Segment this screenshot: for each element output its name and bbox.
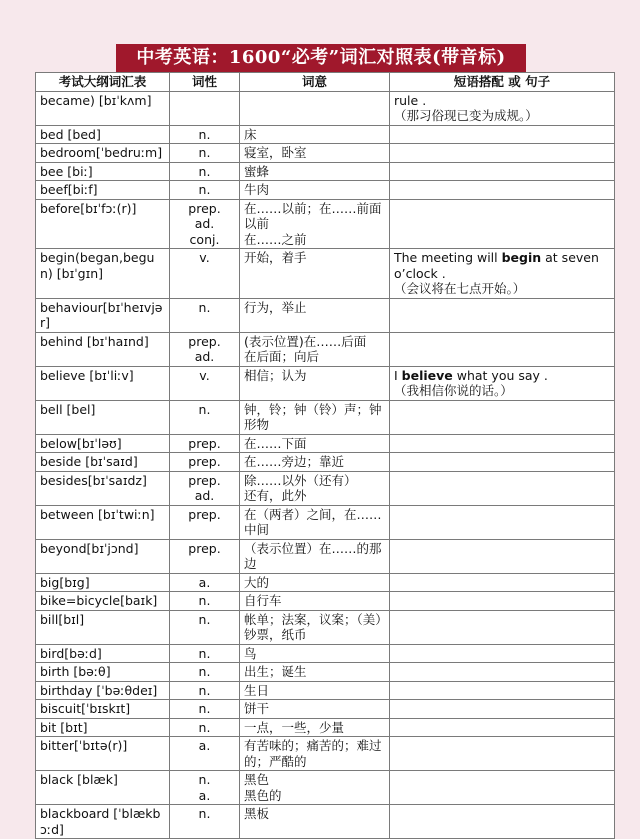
phrase-cell — [390, 737, 615, 771]
table-row — [36, 181, 615, 200]
table-row — [36, 771, 615, 805]
table-row — [36, 162, 615, 181]
table-row — [36, 681, 615, 700]
pos-cell: v. — [170, 249, 240, 299]
phrase-cell — [390, 162, 615, 181]
meaning-cell: 一点，一些，少量 — [240, 718, 390, 737]
meaning-cell: 在……下面 — [240, 434, 390, 453]
meaning-cell: (表示位置)在……后面 在后面；向后 — [240, 332, 390, 366]
word-cell: bell [bel] — [36, 400, 170, 434]
table-row — [36, 125, 615, 144]
table-row — [36, 644, 615, 663]
phrase-cell — [390, 663, 615, 682]
meaning-cell — [240, 91, 390, 125]
table-row — [36, 718, 615, 737]
phrase-cell — [390, 644, 615, 663]
pos-cell: a. — [170, 573, 240, 592]
pos-cell: prep. — [170, 539, 240, 573]
word-cell: biscuit[ˈbɪskɪt] — [36, 700, 170, 719]
pos-cell: prep. ad. — [170, 471, 240, 505]
meaning-cell: 床 — [240, 125, 390, 144]
header-meaning: 词意 — [240, 73, 390, 92]
table-row — [36, 199, 615, 249]
pos-cell: n. — [170, 610, 240, 644]
pos-cell: n. — [170, 400, 240, 434]
pos-cell: prep. ad. conj. — [170, 199, 240, 249]
pos-cell: n. — [170, 125, 240, 144]
table-row — [36, 453, 615, 472]
phrase-cell — [390, 453, 615, 472]
pos-cell: v. — [170, 366, 240, 400]
table-row — [36, 298, 615, 332]
table-header-row — [36, 73, 615, 92]
pos-cell: a. — [170, 737, 240, 771]
phrase-cell — [390, 771, 615, 805]
word-cell: bedroom[ˈbedruːm] — [36, 144, 170, 163]
meaning-cell: 开始，着手 — [240, 249, 390, 299]
table-row — [36, 366, 615, 400]
page-title: 中考英语：1600“必考”词汇对照表(带音标) — [116, 44, 526, 72]
table-row — [36, 144, 615, 163]
phrase-cell — [390, 505, 615, 539]
word-cell: between [bɪˈtwiːn] — [36, 505, 170, 539]
pos-cell: prep. — [170, 505, 240, 539]
meaning-cell: 在（两者）之间，在……中间 — [240, 505, 390, 539]
meaning-cell: 相信；认为 — [240, 366, 390, 400]
meaning-cell: 除……以外（还有） 还有，此外 — [240, 471, 390, 505]
word-cell: birth [bəːθ] — [36, 663, 170, 682]
vocabulary-table — [35, 72, 615, 839]
table-row — [36, 434, 615, 453]
table-row — [36, 471, 615, 505]
meaning-cell: 黑色 黑色的 — [240, 771, 390, 805]
word-cell: beef[biːf] — [36, 181, 170, 200]
phrase-cell — [390, 718, 615, 737]
meaning-cell: 生日 — [240, 681, 390, 700]
pos-cell: n. — [170, 181, 240, 200]
meaning-cell: 蜜蜂 — [240, 162, 390, 181]
meaning-cell: （表示位置）在……的那边 — [240, 539, 390, 573]
pos-cell: n. — [170, 144, 240, 163]
word-cell: before[bɪˈfɔː(r)] — [36, 199, 170, 249]
word-cell: bike=bicycle[baɪk] — [36, 592, 170, 611]
meaning-cell: 大的 — [240, 573, 390, 592]
phrase-cell — [390, 610, 615, 644]
meaning-cell: 黑板 — [240, 805, 390, 839]
meaning-cell: 有苦味的；痛苦的；难过的；严酷的 — [240, 737, 390, 771]
meaning-cell: 自行车 — [240, 592, 390, 611]
phrase-cell — [390, 199, 615, 249]
meaning-cell: 出生；诞生 — [240, 663, 390, 682]
phrase-cell — [390, 144, 615, 163]
header-phrase: 短语搭配 或 句子 — [390, 73, 615, 92]
word-cell: bird[bəːd] — [36, 644, 170, 663]
word-cell: bitter[ˈbɪtə(r)] — [36, 737, 170, 771]
table-row — [36, 737, 615, 771]
meaning-cell: 饼干 — [240, 700, 390, 719]
word-cell: bee [biː] — [36, 162, 170, 181]
header-pos: 词性 — [170, 73, 240, 92]
phrase-cell: I believe what you say . （我相信你说的话。） — [390, 366, 615, 400]
meaning-cell: 在……以前；在……前面 以前 在……之前 — [240, 199, 390, 249]
phrase-cell — [390, 332, 615, 366]
word-cell: behind [bɪˈhaɪnd] — [36, 332, 170, 366]
phrase-cell — [390, 181, 615, 200]
keyword-highlight: believe — [401, 367, 453, 383]
table-row — [36, 91, 615, 125]
table-row — [36, 249, 615, 299]
header-word: 考试大纲词汇表 — [36, 73, 170, 92]
meaning-cell: 钟，铃；钟（铃）声；钟形物 — [240, 400, 390, 434]
phrase-cell — [390, 700, 615, 719]
word-cell: birthday [ˈbəːθdeɪ] — [36, 681, 170, 700]
pos-cell: prep. ad. — [170, 332, 240, 366]
word-cell: beyond[bɪˈjɔnd] — [36, 539, 170, 573]
table-row — [36, 663, 615, 682]
word-cell: black [blæk] — [36, 771, 170, 805]
pos-cell: n. — [170, 644, 240, 663]
word-cell: believe [bɪˈliːv] — [36, 366, 170, 400]
phrase-cell — [390, 573, 615, 592]
pos-cell: prep. — [170, 453, 240, 472]
phrase-cell — [390, 592, 615, 611]
table-row — [36, 505, 615, 539]
table-row — [36, 539, 615, 573]
phrase-cell — [390, 539, 615, 573]
pos-cell — [170, 91, 240, 125]
table-row — [36, 332, 615, 366]
pos-cell: n. — [170, 805, 240, 839]
word-cell: big[bɪg] — [36, 573, 170, 592]
pos-cell: n. — [170, 298, 240, 332]
word-cell: bed [bed] — [36, 125, 170, 144]
phrase-cell — [390, 298, 615, 332]
phrase-cell — [390, 471, 615, 505]
phrase-cell — [390, 805, 615, 839]
phrase-cell — [390, 434, 615, 453]
meaning-cell: 行为，举止 — [240, 298, 390, 332]
meaning-cell: 鸟 — [240, 644, 390, 663]
phrase-cell: The meeting will begin at seven o’clock . （会议将在七点开始。） — [390, 249, 615, 299]
table-row — [36, 592, 615, 611]
phrase-cell — [390, 125, 615, 144]
phrase-cell — [390, 400, 615, 434]
pos-cell: n. a. — [170, 771, 240, 805]
phrase-cell — [390, 681, 615, 700]
word-cell: below[bɪˈləʊ] — [36, 434, 170, 453]
meaning-cell: 在……旁边；靠近 — [240, 453, 390, 472]
pos-cell: n. — [170, 700, 240, 719]
meaning-cell: 帐单；法案，议案；（美）钞票，纸币 — [240, 610, 390, 644]
word-cell: begin(began,begun) [bɪˈgɪn] — [36, 249, 170, 299]
pos-cell: n. — [170, 718, 240, 737]
table-row — [36, 805, 615, 839]
pos-cell: n. — [170, 663, 240, 682]
pos-cell: n. — [170, 681, 240, 700]
table-row — [36, 400, 615, 434]
word-cell: bit [bɪt] — [36, 718, 170, 737]
phrase-cell: rule . （那习俗现已变为成规。） — [390, 91, 615, 125]
pos-cell: n. — [170, 592, 240, 611]
word-cell: behaviour[bɪˈheɪvjər] — [36, 298, 170, 332]
pos-cell: prep. — [170, 434, 240, 453]
word-cell: beside [bɪˈsaɪd] — [36, 453, 170, 472]
keyword-highlight: begin — [501, 250, 542, 265]
word-cell: blackboard [ˈblækbɔːd] — [36, 805, 170, 839]
word-cell: bill[bɪl] — [36, 610, 170, 644]
meaning-cell: 寝室，卧室 — [240, 144, 390, 163]
word-cell: besides[bɪˈsaɪdz] — [36, 471, 170, 505]
table-row — [36, 573, 615, 592]
table-row — [36, 700, 615, 719]
meaning-cell: 牛肉 — [240, 181, 390, 200]
pos-cell: n. — [170, 162, 240, 181]
word-cell: became) [bɪˈkʌm] — [36, 91, 170, 125]
table-row — [36, 610, 615, 644]
